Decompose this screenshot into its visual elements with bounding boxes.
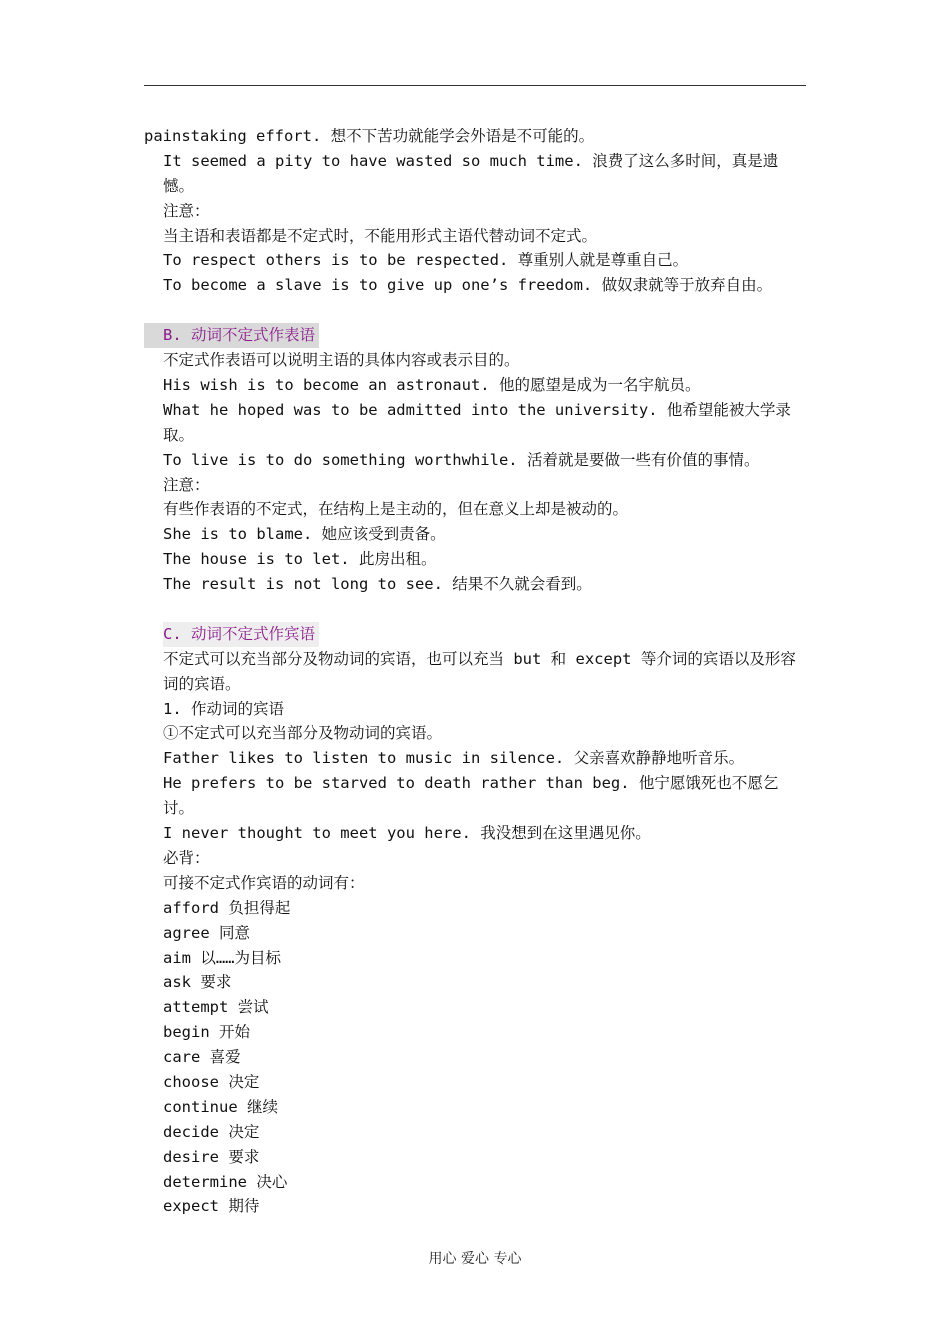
- text-line: choose 决定: [163, 1072, 260, 1091]
- text-line: decide 决定: [163, 1122, 260, 1141]
- text-line: continue 继续: [163, 1097, 278, 1116]
- text-line: 不定式可以充当部分及物动词的宾语，也可以充当 but 和 except 等介词的宾语以及形容词的宾语。: [163, 649, 796, 693]
- text-line: 注意：: [163, 475, 210, 494]
- section-subject-continued: [144, 124, 808, 298]
- text-line: care 喜爱: [163, 1048, 241, 1067]
- text-line: Father likes to listen to music in silence. 父亲喜欢静静地听音乐。: [163, 749, 745, 768]
- paragraph-gap: [144, 298, 808, 323]
- text-line: desire 要求: [163, 1147, 260, 1166]
- section-predicative: [144, 348, 808, 597]
- document-body: [144, 124, 808, 1219]
- heading-b-line: [144, 323, 808, 348]
- text-line: 当主语和表语都是不定式时，不能用形式主语代替动词不定式。: [163, 226, 598, 245]
- heading-c-line: [144, 622, 808, 647]
- text-line: 有些作表语的不定式，在结构上是主动的，但在意义上却是被动的。: [163, 500, 629, 519]
- section-object: [144, 647, 808, 1220]
- section-heading-c: C. 动词不定式作宾语: [163, 622, 319, 647]
- text-line: The house is to let. 此房出租。: [163, 550, 437, 569]
- paragraph-gap: [144, 597, 808, 622]
- text-line: She is to blame. 她应该受到责备。: [163, 525, 446, 544]
- text-line: 注意：: [163, 201, 210, 220]
- text-line: I never thought to meet you here. 我没想到在这里遇见你。: [163, 824, 651, 843]
- text-line: What he hoped was to be admitted into the university. 他希望能被大学录取。: [163, 400, 791, 444]
- text-line: It seemed a pity to have wasted so much time. 浪费了这么多时间，真是遗憾。: [163, 151, 779, 195]
- text-line: begin 开始: [163, 1023, 250, 1042]
- text-line: 可接不定式作宾语的动词有：: [163, 873, 365, 892]
- text-line: His wish is to become an astronaut. 他的愿望是成为一名宇航员。: [163, 375, 701, 394]
- text-line: The result is not long to see. 结果不久就会看到。: [163, 575, 592, 594]
- text-line: 1. 作动词的宾语: [163, 699, 284, 718]
- text-line: attempt 尝试: [163, 998, 269, 1017]
- text-line: 必背：: [163, 848, 210, 867]
- text-line: determine 决心: [163, 1172, 288, 1191]
- text-line: To respect others is to be respected. 尊重别人就是尊重自己。: [163, 251, 689, 270]
- text-line: afford 负担得起: [163, 898, 291, 917]
- text-line: expect 期待: [163, 1197, 260, 1216]
- text-line: painstaking effort. 想不下苦功就能学会外语是不可能的。: [144, 127, 595, 145]
- text-line: To become a slave is to give up one’s freedom. 做奴隶就等于放弃自由。: [163, 276, 773, 295]
- text-line: aim 以……为目标: [163, 948, 281, 967]
- text-line: ①不定式可以充当部分及物动词的宾语。: [163, 724, 443, 743]
- text-line: He prefers to be starved to death rather than beg. 他宁愿饿死也不愿乞讨。: [163, 774, 779, 818]
- text-line: 不定式作表语可以说明主语的具体内容或表示目的。: [163, 351, 520, 370]
- page-footer: 用心 爱心 专心: [428, 1251, 522, 1267]
- text-line: agree 同意: [163, 923, 250, 942]
- text-line: ask 要求: [163, 973, 232, 992]
- header-rule: [144, 85, 806, 86]
- text-line: To live is to do something worthwhile. 活着就是要做一些有价值的事情。: [163, 450, 760, 469]
- section-heading-b: B. 动词不定式作表语: [144, 323, 319, 348]
